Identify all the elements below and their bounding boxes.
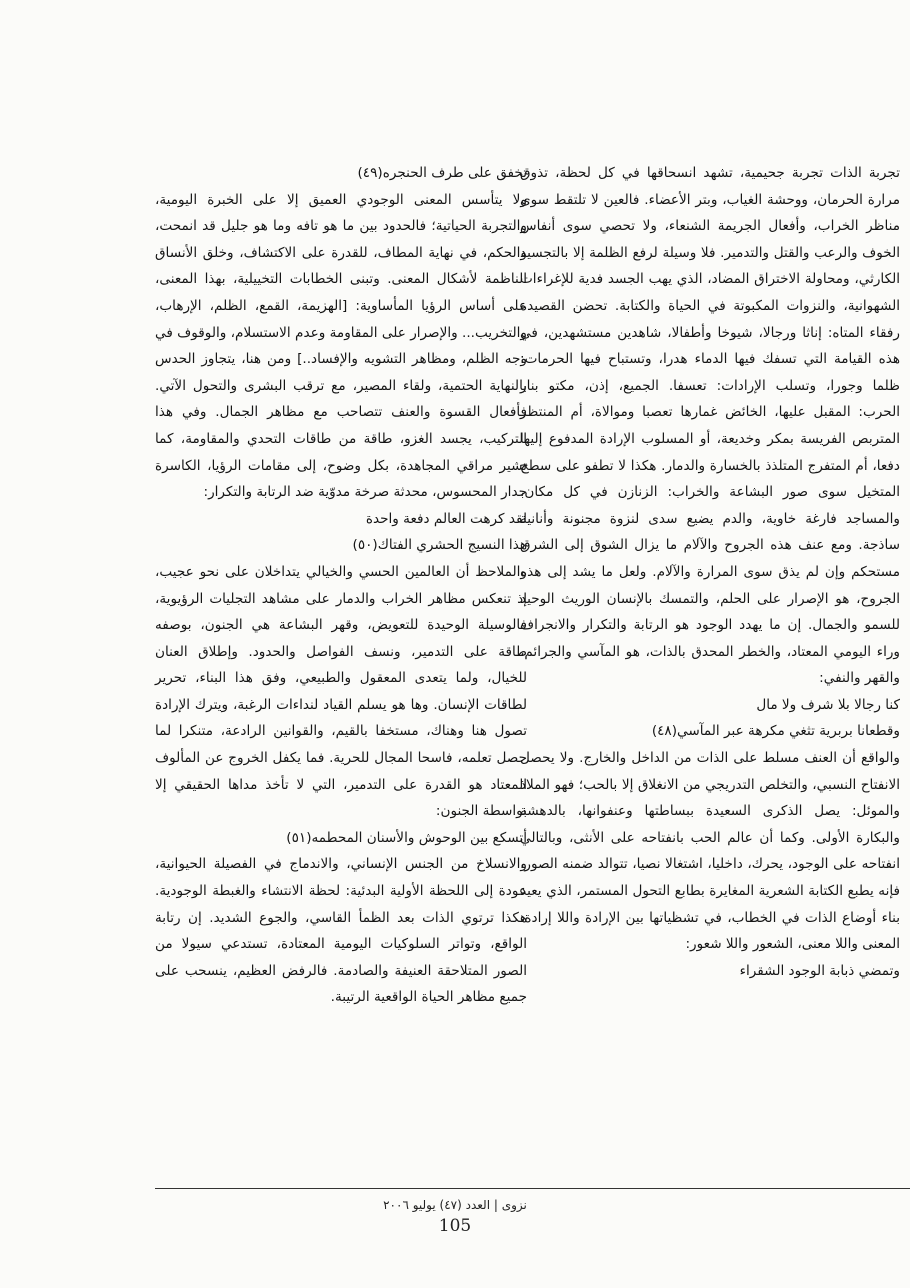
- verse-line: لقد كرهت العالم دفعة واحدة: [365, 510, 527, 527]
- verse-line: وقطعانا بربرية تثغي مكرهة عبر المآسي(٤٨): [651, 723, 900, 740]
- text-column-left: [155, 160, 527, 1011]
- magazine-name: نزوى: [501, 1198, 527, 1212]
- paragraph: والواقع أن العنف مسلط على الذات من الداخل والخارج. ولا يحصل الانفتاح النسبي، والتخلص التدريجي من الانغلاق إلا بالحب؛ فهو الملاذ والموئل: يصل الذكرى السعيدة ببساطتها وعنفوانها، بالدهشة والبكارة الأولى. وكما أن عالم الحب بانفتاحه على الأنثى، وبالتالي انفتاحه على الوجود، يحرك، داخليا، اشتغالا نصيا، تتوالد ضمنه الصور، فإنه يطبع الكتابة الشعرية المغايرة بطابع التحول المستمر، الذي يعيد بناء أوضاع الذات في الخطاب، في تشظياتها بين الإرادة واللا إرادة، المعنى واللا معنى، الشعور واللا شعور:: [520, 750, 900, 953]
- footer-line: [0, 1196, 910, 1214]
- paragraph: والملاحظ أن العالمين الحسي والخيالي يتداخلان على نحو عجيب، إذ تنعكس مظاهر الخراب والدمار على مشاهد التجليات الرؤيوية، فالوسيلة الوحيدة للتعويض، وقهر البشاعة هي الجنون، بوصفه طاقة على التدمير، ونسف الفواصل والحدود. وإطلاق العنان للخيال، ولما يتعدى المعقول والطبيعي، وفق هذا البناء، تحرير لطاقات الإنسان. وها هو يسلم القياد لنداءات الرغبة، ويترك الإرادة تصول هنا وهناك، مستخفا بالقيم، والقوانين الرادعة، متنكرا لما حصل تعلمه، فاسحا المجال للحرية. فما يكفل الخروج عن المألوف المعتاد هو القدرة على التدمير، التي لا تأخذ مداها الحقيقي إلا بواسطة الجنون:: [155, 563, 527, 820]
- footer-separator: |: [493, 1198, 498, 1212]
- paragraph: والانسلاخ من الجنس الإنساني، والاندماج في الفصيلة الحيوانية، عودة إلى اللحظة الأولية البدئية: لحظة الانتشاء والغبطة الوجودية. هكذا ترتوي الذات بعد الظمأ القاسي، والجوع الشديد. إن رتابة الواقع، وتواتر السلوكيات اليومية المعتادة، تستدعي سيولا من الصور المتلاحقة العنيفة والصادمة. فالرفض العظيم، ينسحب على جميع مظاهر الحياة الواقعية الرتيبة.: [155, 856, 527, 1006]
- verse-line: وتمضي ذبابة الوجود الشقراء: [739, 962, 900, 979]
- verse-line: كنا رجالا بلا شرف ولا مال: [756, 696, 900, 713]
- verse-line: تخفق على طرف الحنجره(٤٩): [357, 165, 527, 181]
- issue-info: العدد (٤٧) يوليو ٢٠٠٦: [383, 1198, 491, 1212]
- page-number: 105: [438, 1216, 472, 1236]
- verse-line: هذا النسيج الحشري الفتاك(٥٠): [352, 537, 527, 554]
- footer-rule: [155, 1188, 910, 1189]
- paragraph: ولا يتأسس المعنى الوجودي العميق إلا على الخبرة اليومية، والتجربة الحياتية؛ فالحدود بين ما هو تافه وما هو جليل قد انمحت، والحكم، في نهاية المطاف، للقدرة على الاكتشاف، وخلق الأنساق الناظمة لأشكال المعنى. وتبنى الخطابات التخييلية، بهذا المعنى، على أساس الرؤيا المأساوية: [الهزيمة، القمع، الظلم، الإرهاب، والتخريب... والإصرار على المقاومة وعدم الاستسلام، والوقوف في وجه الظلم، ومظاهر التشويه والإفساد..] ومن هنا، يتجاوز الحدس بالنهاية الحتمية، ولقاء المصير، مع ترقب البشرى والتحول الآتي. فأفعال القسوة والعنف تتصاحب مع مظاهر الجمال. وفي هذا التركيب، يجسد الغزو، طاقة من طاقات التحدي والمقاومة، كما تشير مراقي المجاهدة، بكل وضوح، إلى مقامات الرؤيا، الكاسرة جدار المحسوس، محدثة صرخة مدوّية ضد الرتابة والتكرار:: [155, 191, 527, 501]
- paragraph: تجربة الذات تجربة جحيمية، تشهد انسحاقها في كل لحظة، تذوق مرارة الحرمان، ووحشة الغياب، وبتر الأعضاء. فالعين لا تلتقط سوى مناظر الخراب، وأفعال الجريمة الشنعاء، ولا تحصي سوى أنفاس الخوف والرعب والقتل والتدمير. فلا وسيلة لرفع الظلمة إلا بالتجسيد الكارثي، ومحاولة الاختراق المضاد، الذي يهب الجسد فدية للإغراءات الشهوانية، والنزوات المكبوتة في الحياة والكتابة. تحضن القصيدة رفقاء المتاه: إناثا ورجالا، شيوخا وأطفالا، شاهدين مستشهدين، في هذه القيامة التي تسفك فيها الدماء هدرا، وتستباح فيها الحرمات: ظلما وجورا، وتسلب الإرادات: تعسفا. الجميع، إذن، مكتو بنار الحرب: المقبل عليها، الخائض غمارها تعصبا وموالاة، أم المنتظر المتربص الفريسة بمكر وخديعة، أو المسلوب الإرادة المدفوع إليها دفعا، أم المتفرج المتلذذ بالخسارة والدمار. هكذا لا تطفو على سطح المتخيل سوى صور البشاعة والخراب: الزنازن في كل مكان، والمساجد فارغة خاوية، والدم يضيع سدى لنزوة مجنونة وأنانية ساذجة. ومع عنف هذه الجروح والآلام ما يزال الشوق إلى الشرق مستحكم وإن لم يذق سوى المرارة والآلام. ولعل ما يشد إلى هذه الجروح، هو الإصرار على الحلم، والتمسك بالإنسان الوريث الوحيد للسمو والجمال. إن ما يهدد الوجود هو الرتابة والتكرار والانجراف وراء اليومي المعتاد، والخطر المحدق بالذات، هو المآسي والجرائم، والقهر والنفي:: [520, 165, 900, 687]
- text-column-right: [520, 160, 900, 984]
- verse-line: أتسكع بين الوحوش والأسنان المحطمه(٥١): [286, 829, 527, 846]
